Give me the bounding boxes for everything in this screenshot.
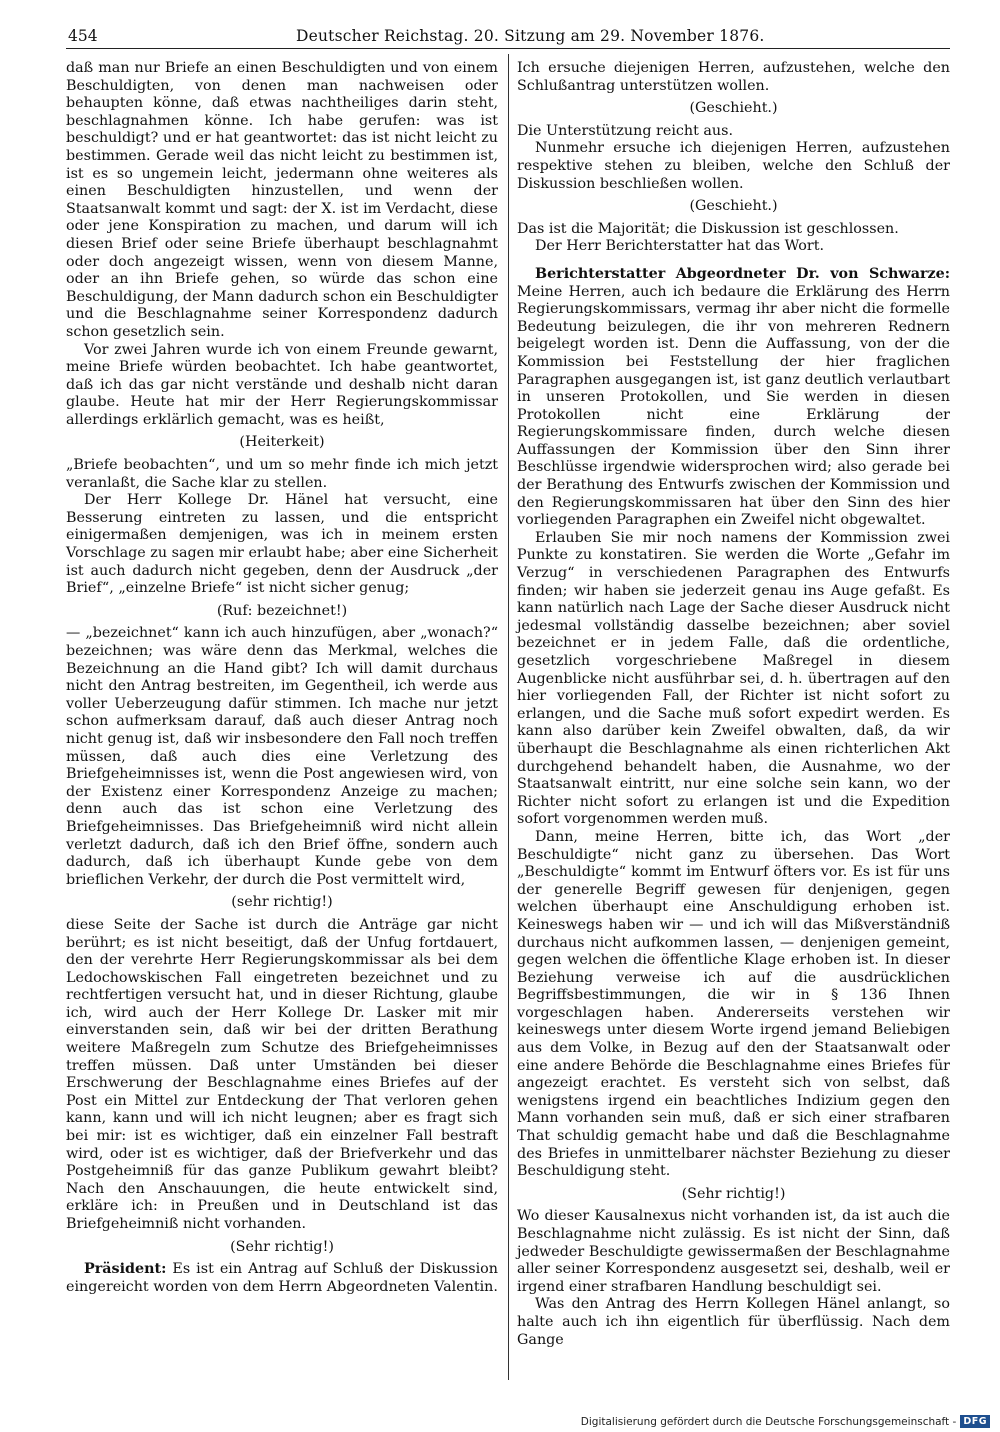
paragraph: Der Herr Berichterstatter hat das Wort. [535, 238, 825, 255]
rapporteur-statement [517, 266, 950, 530]
interjection: (Sehr richtig!) [681, 1185, 786, 1202]
paragraph: Wo dieser Kausalnexus nicht vorhanden ist, da ist auch die Beschlagnahme nicht zulässig. Es ist nicht der Sinn, daß jedweder Beschuldigte gewissermaßen der Beschlagnahme aller seiner Korrespondenz ausgesetzt sei, deshalb, weil er irgend einer strafbaren Handlung beschuldigt sei. [517, 1208, 950, 1295]
speaker-name: Berichterstatter Abgeordneter Dr. von Schwarze: [535, 265, 950, 282]
interjection: (Geschieht.) [689, 100, 778, 117]
left-column [66, 60, 498, 1296]
digitization-credit [581, 1415, 990, 1428]
interjection: (Ruf: bezeichnet!) [216, 602, 348, 619]
credit-text: Digitalisierung gefördert durch die Deutsche Forschungsgemeinschaft - [580, 1415, 957, 1428]
interjection: (Heiterkeit) [239, 434, 325, 451]
page-number: 454 [68, 27, 98, 45]
interjection: (Geschieht.) [689, 198, 778, 215]
paragraph: daß man nur Briefe an einen Beschuldigten und von einem Beschuldigten, von denen man nachweisen oder behaupten könne, daß etwas nachtheiliges darin steht, beschlagnahmen könne. Ich habe gerufen: was ist beschuldigt? und er hat geantwortet: das ist nicht leicht zu bestimmen. Gerade weil das nicht leicht zu bestimmen ist, ist es so ungemein leicht, jedermann ohne weiteres als einen Beschuldigten hinzustellen, und wenn der Staatsanwalt kommt und sagt: der X. ist im Verdacht, diese oder jene Konspiration zu machen, und darum will ich diesen Brief oder seine Briefe überhaupt beschlagnahmt oder doch angezeigt wissen, wenn von diesem Manne, oder an ihn Briefe gehen, so würde das schon eine Beschuldigung, der Mann dadurch schon ein Beschuldigter und die Beschlagnahme seiner Korrespondenz dadurch schon gesetzlich sein. [66, 60, 498, 340]
header-rule [66, 48, 950, 49]
interjection: (Sehr richtig!) [230, 1238, 334, 1255]
paragraph: Vor zwei Jahren wurde ich von einem Freunde gewarnt, meine Briefe würden beobachtet. Ich habe geantwortet, daß ich das gar nicht verstände und deshalb nicht daran glaube. Heute hat mir der Herr Regierungskommissar allerdings erklärlich gemacht, was es heißt, [66, 341, 498, 428]
paragraph: Der Herr Kollege Dr. Hänel hat versucht, eine Besserung eintreten zu lassen, und die entspricht einigermaßen demjenigen, was ich in meinem ersten Vorschlage zu sagen mir erlaubt habe; aber eine Sicherheit ist auch dadurch nicht gegeben, denn der Ausdruck „der Brief“, „einzelne Briefe“ ist nicht sicher genug; [66, 492, 498, 597]
paragraph: „Briefe beobachten“, und um so mehr finde ich mich jetzt veranlaßt, die Sache klar zu stellen. [66, 457, 498, 491]
speech-text: Es ist ein Antrag auf Schluß der Diskussion eingereicht worden von dem Herrn Abgeordneten Valentin. [66, 1261, 498, 1295]
running-header [66, 26, 950, 50]
speech-text: Meine Herren, auch ich bedaure die Erklärung des Herrn Regierungskommissars, vermag ihr aber nicht die formelle Bedeutung beizulegen, die ihr von mehreren Rednern beigelegt worden ist. Denn die Auffassung, von der die Kommission bei Feststellung der hier fraglichen Paragraphen ausgegangen ist, ist ganz deutlich verlautbart in unseren Protokollen, und Sie werden in diesen Protokollen nicht eine Erklärung der Regierungskommissare finden, durch welche diesen Auffassungen der Kommission über den Sinn ihrer Beschlüsse irgendwie widersprochen wird; also gerade bei der Berathung des Entwurfs zwischen der Kommission und den Regierungskommissaren hat über den Sinn des hier vorliegenden Paragraphen ein Zweifel nicht obgewaltet. [517, 283, 950, 529]
paragraph: diese Seite der Sache ist durch die Anträge gar nicht berührt; es ist nicht beseitigt, daß der Unfug fortdauert, den der verehrte Herr Regierungskommissar als bei dem Ledochowskischen Fall eingetreten bezeichnet und zu rechtfertigen versucht hat, und in dieser Richtung, glaube ich, wird auch der Herr Kollege Dr. Lasker mit mir einverstanden sein, daß wir bei der dritten Berathung weitere Maßregeln zum Schutze des Briefgeheimnisses treffen müssen. Daß unter Umständen bei dieser Erschwerung der Beschlagnahme eines Briefes auf der Post ein Mittel zur Entdeckung der That verloren gehen kann, kann und will ich nicht leugnen; aber es fragt sich bei mir: ist es wichtiger, daß ein einzelner Fall bestraft wird, oder ist es wichtiger, daß der Briefverkehr und das Postgeheimniß für das ganze Publikum gewahrt bleibt? Nach den Anschauungen, die heute entwickelt sind, erkläre ich: in Preußen und in Deutschland ist das Briefgeheimniß nicht vorhanden. [66, 916, 498, 1232]
speaker-name: Präsident: [84, 1261, 167, 1278]
column-divider [508, 54, 509, 1380]
paragraph: Die Unterstützung reicht aus. [517, 122, 734, 139]
paragraph: Was den Antrag des Herrn Kollegen Hänel anlangt, so halte auch ich ihn eigentlich für überflüssig. Nach dem Gange [517, 1296, 950, 1348]
paragraph: Das ist die Majorität; die Diskussion ist geschlossen. [517, 220, 899, 237]
paragraph: Erlauben Sie mir noch namens der Kommission zwei Punkte zu konstatiren. Sie werden die Worte „Gefahr im Verzug“ in verschiedenen Paragraphen des Entwurfs finden; wir haben sie jederzeit genau ins Auge gefaßt. Es kann natürlich nach Lage der Sache dieser Ausdruck nicht jedesmal vollständig dasselbe bezeichnen; aber soviel bezeichnet er in jedem Falle, daß die ordentliche, gesetzlich vorgeschriebene Maßregel in diesem Augenblicke nicht ausführbar sei, d. h. übertragen auf den hier vorliegenden Fall, der Richter ist nicht sofort zu erlangen, und die Sache muß sofort expedirt werden. Es kann also darüber kein Zweifel obwalten, daß, da wir überhaupt die Beschlagnahme als einen richterlichen Akt durchgehend behandelt haben, die Ausnahme, wo der Staatsanwalt eintritt, nur eine solche sein kann, wo der Richter nicht sofort zu erlangen ist und die Expedition sofort vorgenommen werden muß. [517, 529, 950, 828]
right-column [517, 60, 950, 1349]
paragraph: Ich ersuche diejenigen Herren, aufzustehen, welche den Schlußantrag unterstützen wollen. [517, 60, 950, 94]
header-title: Deutscher Reichstag. 20. Sitzung am 29. November 1876. [296, 27, 765, 45]
president-statement [66, 1261, 498, 1296]
paragraph: — „bezeichnet“ kann ich auch hinzufügen, aber „wonach?“ bezeichnen; was wäre denn das Merkmal, welches die Bezeichnung an die Hand gibt? Ich will damit durchaus nicht den Antrag bestreiten, im Gegentheil, ich werde aus voller Ueberzeugung dafür stimmen. Ich mache nur jetzt schon aufmerksam darauf, daß auch dieser Antrag noch nicht genug ist, daß wir insbesondere den Fall noch treffen müssen, daß auch dies eine Verletzung des Briefgeheimnisses ist, wenn die Post angewiesen wird, von der Existenz einer Korrespondenz Anzeige zu machen; denn auch das ist schon eine Verletzung des Briefgeheimnisses. Das Briefgeheimniß wird nicht allein verletzt dadurch, daß ich den Brief öffne, sondern auch dadurch, daß ich überhaupt Kunde gebe von dem brieflichen Verkehr, der durch die Post vermittelt wird, [66, 625, 498, 888]
paragraph: Dann, meine Herren, bitte ich, das Wort „der Beschuldigte“ nicht ganz zu übersehen. Das Wort „Beschuldigte“ kommt im Entwurf öfters vor. Es ist für uns der generelle Begriff gewesen für denjenigen, gegen welchen überhaupt eine Anschuldigung erhoben ist. Keineswegs haben wir — und ich will das Mißverständniß durchaus nicht aufkommen lassen, — denjenigen gemeint, gegen welchen die öffentliche Klage erhoben ist. In dieser Beziehung verweise ich auf die ausdrücklichen Begriffsbestimmungen, die wir in § 136 Ihnen vorgeschlagen haben. Andererseits verstehen wir keineswegs unter diesem Worte irgend jemand Beliebigen aus dem Volke, in Bezug auf den der Staatsanwalt oder eine andere Behörde die Beschlagnahme eines Briefes für angezeigt erachtet. Es versteht sich von selbst, daß wenigstens irgend ein beachtliches Indizium gegen den Mann vorhanden sein muß, daß er sich einer strafbaren That schuldig gemacht habe und daß die Beschlagnahme des Briefes in unmittelbarer nächster Beziehung zu dieser Beschuldigung steht. [517, 828, 950, 1180]
paragraph: Nunmehr ersuche ich diejenigen Herren, aufzustehen respektive stehen zu bleiben, welche den Schluß der Diskussion beschließen wollen. [517, 140, 950, 192]
dfg-logo: DFG [960, 1415, 990, 1428]
interjection: (sehr richtig!) [231, 894, 333, 911]
